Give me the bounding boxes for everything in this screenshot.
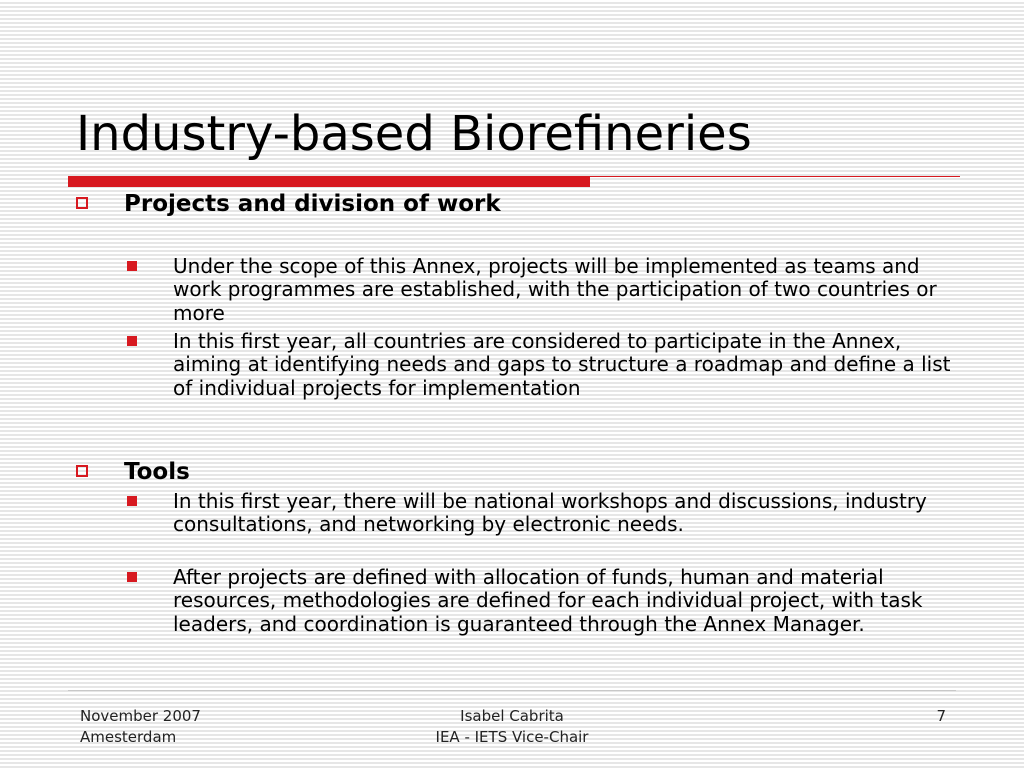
title-accent-bar <box>68 176 590 187</box>
slide-title: Industry-based Biorefineries <box>76 106 752 162</box>
filled-square-icon <box>127 496 137 506</box>
hollow-square-icon <box>76 465 88 477</box>
filled-square-icon <box>127 572 137 582</box>
footer-date: November 2007 <box>80 707 201 725</box>
bullet-text: Under the scope of this Annex, projects will be implemented as teams and work programmes are established, with the participation of two countries or more <box>173 254 937 325</box>
footer-author-role: IEA - IETS Vice-Chair <box>435 728 589 746</box>
footer-author-name: Isabel Cabrita <box>460 707 564 725</box>
filled-square-icon <box>127 336 137 346</box>
footer-location: Amesterdam <box>80 728 177 746</box>
bullet-text: After projects are defined with allocation of funds, human and material resources, methodologies are defined for each individual project, with task leaders, and coordination is guaranteed through the Annex Manager. <box>173 565 923 636</box>
footer-divider <box>68 690 956 691</box>
footer-author <box>412 706 612 748</box>
bullet-text: In this first year, there will be national workshops and discussions, industry consultations, and networking by electronic needs. <box>173 489 927 537</box>
title-accent-line <box>590 176 960 177</box>
filled-square-icon <box>127 261 137 271</box>
bullet-text: In this first year, all countries are considered to participate in the Annex, aiming at identifying needs and gaps to structure a roadmap and define a list of individual projects for implementation <box>173 329 951 400</box>
footer-date-location <box>80 706 201 748</box>
hollow-square-icon <box>76 197 88 209</box>
section-heading-text: Tools <box>124 459 190 485</box>
section-heading-text: Projects and division of work <box>124 191 501 217</box>
page-number: 7 <box>936 707 946 725</box>
